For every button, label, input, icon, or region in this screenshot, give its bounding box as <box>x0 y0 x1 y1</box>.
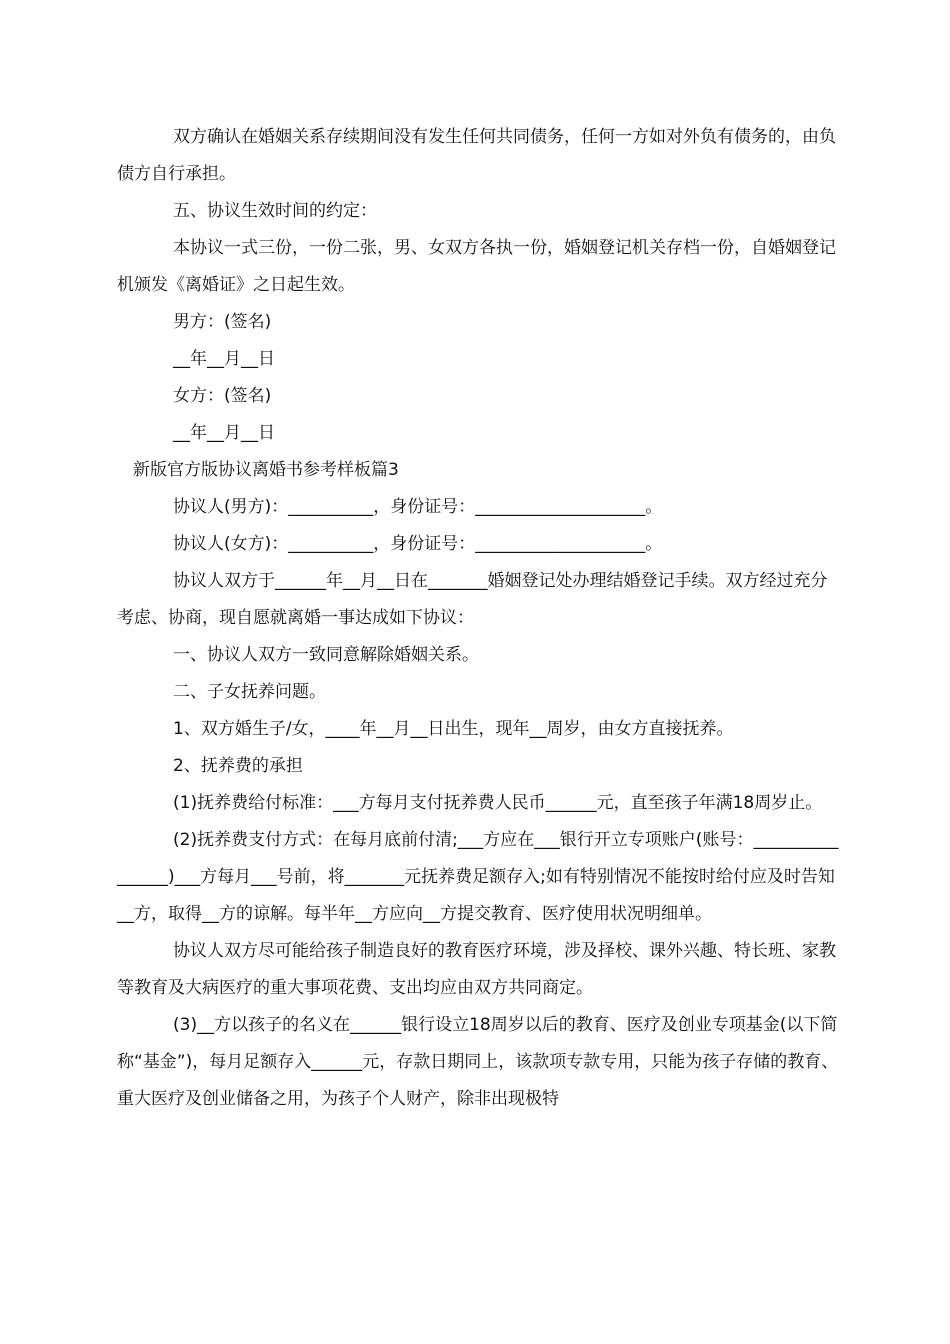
party-male-line: 协议人(男方)：__________，身份证号：____________________。 <box>173 497 663 517</box>
clause-fund: (3)__方以孩子的名义在______银行设立18周岁以后的教育、医疗及创业专项基金(以下简称“基金”)，每月足额存入______元，存款日期同上，该款项专款专用，只能为孩子存储的教育、重大医疗及创业储备之用，为孩子个人财产，除非出现极特 <box>117 1015 839 1109</box>
clause-support-heading: 2、抚养费的承担 <box>173 756 303 776</box>
paragraph-debt-confirmation: 双方确认在婚姻关系存续期间没有发生任何共同债务，任何一方如对外负有债务的，由负债方自行承担。 <box>117 127 836 184</box>
paragraph-education-environment: 协议人双方尽可能给孩子制造良好的教育医疗环境，涉及择校、课外兴趣、特长班、家教等教育及大病医疗的重大事项花费、支出均应由双方共同商定。 <box>117 941 836 998</box>
party-female-line: 协议人(女方)：__________，身份证号：____________________。 <box>173 534 663 554</box>
clause-child-birth: 1、双方婚生子/女，____年__月__日出生，现年__周岁，由女方直接抚养。 <box>173 719 734 739</box>
date-line-male: __年__月__日 <box>173 349 275 369</box>
heading-effective-time: 五、协议生效时间的约定： <box>173 201 377 221</box>
clause-dissolve-marriage: 一、协议人双方一致同意解除婚姻关系。 <box>173 645 479 665</box>
document-body <box>117 119 842 1118</box>
paragraph-copies: 本协议一式三份，一份二张，男、女双方各执一份，婚姻登记机关存档一份，自婚姻登记机颁发《离婚证》之日起生效。 <box>117 238 836 295</box>
signature-female: 女方：(签名) <box>173 386 272 406</box>
section-title: 新版官方版协议离婚书参考样板篇3 <box>133 460 399 480</box>
clause-support-standard: (1)抚养费给付标准：___方每月支付抚养费人民币______元，直至孩子年满18周岁止。 <box>173 793 823 813</box>
signature-male: 男方：(签名) <box>173 312 272 332</box>
clause-child-custody: 二、子女抚养问题。 <box>173 682 326 702</box>
clause-support-payment: (2)抚养费支付方式：在每月底前付清;___方应在___银行开立专项账户(账号：________________)___方每月___号前，将_______元抚养费足额存入;如有特别情况不能按时给付应及时告知__方，取得__方的谅解。每半年__方应向__方提交教育、医疗使用状况明细单。 <box>117 830 839 924</box>
paragraph-marriage-registration: 协议人双方于______年__月__日在_______婚姻登记处办理结婚登记手续。双方经过充分考虑、协商，现自愿就离婚一事达成如下协议： <box>117 571 828 628</box>
date-line-female: __年__月__日 <box>173 423 275 443</box>
